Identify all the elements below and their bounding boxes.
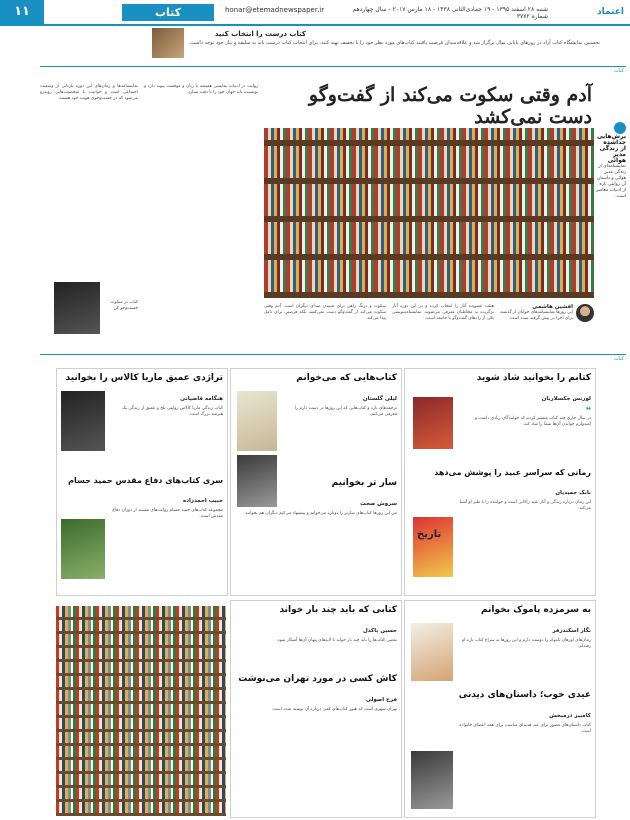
article-col-4: نمایشنامه‌ها و رمان‌های این دوره بازتابی از وضعیت اجتماعی است و خواننده با شخصیت‌هایی روبه‌رو می‌شود که در جست‌وجوی هویت خود هستند. [40,84,138,102]
box-text: ترجمه‌های تازه و کتاب‌هایی که این روزها در دست دارم را معرفی می‌کنم. [294,406,397,417]
box-author: حسین پاکدل [363,628,397,634]
box-title: تراژدی عمیق ماریا کالاس را بخوانید [65,373,223,383]
box-title: سار تر بخوانیم [331,478,397,488]
book-cover-image [237,455,277,507]
box-author: حبیب احمدزاده [182,498,223,504]
book-cover-image [413,397,453,449]
box-title: به سرمزده پاموک بخوانم [480,605,591,615]
section-tag: کتاب [613,68,624,74]
page-number: ۱۱ [0,0,44,24]
author-block [500,304,594,322]
box-title: عیدی خوب؛ داستان‌های دیدنی [458,690,591,700]
author-note: این روزها نمایشنامه‌های جوانان از گذشته برای اجرا در پیش گرفته شده است. [500,310,573,321]
box-column-middle [230,368,402,596]
box-title: رمانی که سراسر عبید را پوشش می‌دهد [434,468,591,477]
divider [40,354,626,355]
article-col-2: سکوت و درنگ راهی برای شنیدن صدای دیگران است. آدم وقتی سکوت می‌کند از گفت‌وگو دست نمی‌کشد بلکه فرصتی برای تامل پیدا می‌کند. [264,304,386,322]
book-cover-image [411,623,453,681]
box-title: کاش کسی در مورد تهران می‌نوشت [238,674,397,684]
box-bottom-right [404,600,596,818]
books-pile-photo [56,606,226,816]
box-author: سروش صحت [360,501,397,507]
box-text: من این روزها کتاب‌های سارتر را دوباره می‌خوانم و پیشنهاد می‌کنم دیگران هم بخوانند. [244,511,397,516]
box-author: بابک حمیدیان [555,490,591,496]
email-link[interactable]: honar@etemadnewspaper.ir [225,6,325,14]
box-author: فرح اصولی [365,697,397,703]
book-cover-image [61,391,105,451]
book-caption: کتاب در سکوت جست‌وجو کن [110,300,138,311]
box-author: لورنس جکسلاربان [541,396,591,402]
box-text: بعضی کتاب‌ها را باید چند بار خواند تا لایه‌های پنهان آن‌ها آشکار شود. [276,638,397,643]
article-col-1: هیئت عضویت آثار را انتخاب کرده و در این دوره آثار برگزیده به مخاطبان معرفی می‌شوند. نمایشنامه‌نویسی یکی از راه‌های گفت‌وگو با جامعه است. [392,304,494,322]
section-tag: کتاب [613,356,624,362]
newspaper-logo: اعتماد [597,7,624,17]
box-author: لیلی گلستان [362,396,397,402]
book-cover-image [54,282,100,334]
author-name: افشین هاشمی [532,304,573,310]
dateline: شنبه ۲۸ اسفند ۱۳۹۵ - ۱۹ جمادی‌الثانی ۱۴۳۸ - ۱۸ مارس ۲۰۱۷ - سال چهاردهم شماره ۳۷۷۲ [352,6,548,20]
box-bottom-middle [230,600,402,818]
box-text: تهران شهری است که هنوز کتاب‌های کمی درباره آن نوشته شده است. [271,707,397,712]
box-author: نگار اسکندرفر [552,628,591,634]
box-author: هنگامه قاضیانی [180,396,223,402]
article-col-3: روایت در ادبیات نمایشی همیشه با زبان و موقعیت پیوند دارد و نویسنده باید جهان خود را با دقت بسازد. [144,84,258,96]
box-text: کتاب داستان‌های مصور برای عید هدیه‌ای مناسب برای همه اعضای خانواده است. [459,723,591,734]
box-text: کتاب زندگی ماریا کالاس روایتی تلخ و عمیق از زندگی یک هنرمند بزرگ است. [121,406,223,417]
book-cover-image [411,751,453,809]
divider [40,66,626,67]
box-text: مجموعه کتاب‌های حمید حسام روایت‌های مستند از دوران دفاع مقدس است. [112,508,223,519]
box-title: کتابم را بخوانید شاد شوید [476,373,591,383]
book-cover-image [61,519,105,579]
box-title: سری کتاب‌های دفاع مقدس حمید حسام [68,476,223,485]
book-cover-image [237,391,277,451]
author-avatar [576,304,594,322]
promo-title: کتاب درست را انتخاب کنید [214,30,306,38]
promo-text: نخستین نمایشگاه کتاب آزاد در روزهای پایانی سال برگزار شد و علاقه‌مندان فرصت یافتند کتاب‌های مورد نظر خود را با تخفیف تهیه کنند. برای انتخاب کتاب درست باید به سلیقه و نیاز خود توجه داشت. [188,40,600,46]
section-label: کتاب [122,4,214,21]
box-column-left [56,368,228,596]
box-text: در سال جاری چند کتاب منتشر کردم که خوانندگان زیادی داشت و امیدوارم خواندن آن‌ها شما را شاد کند. [475,416,591,427]
main-headline: آدم وقتی سکوت می‌کند از گفت‌وگو دست نمی‌کشد [308,84,592,128]
sidebar [596,122,626,200]
bookshelf-photo [264,128,594,298]
quote-icon: ❝ [585,406,591,416]
box-text: رمان‌های اورهان پاموک را دوست دارم و این روزها به سراغ کتاب تازه او رفته‌ام. [462,638,591,649]
book-cover-title: تاریخ [417,529,442,540]
book-cover-image [413,517,453,577]
box-text: این رمان درباره زندگی و آثار عبید زاکانی است و خواننده را با طنز او آشنا می‌کند. [459,500,591,511]
box-column-right [404,368,596,596]
box-title: کتابی که باید چند بار خواند [279,605,397,615]
sidebar-title: برش‌هایی جداشده از زندگی مدیر هوائی [596,133,626,164]
sidebar-text: نمایشنامه‌ای از زندگی مدیر هوائی و داستان آن روایتی تازه از ادبیات معاصر است. [595,164,626,199]
box-title: کتاب‌هایی که می‌خوانم [296,373,397,383]
box-author: کامبیز درمبخش [549,713,591,719]
